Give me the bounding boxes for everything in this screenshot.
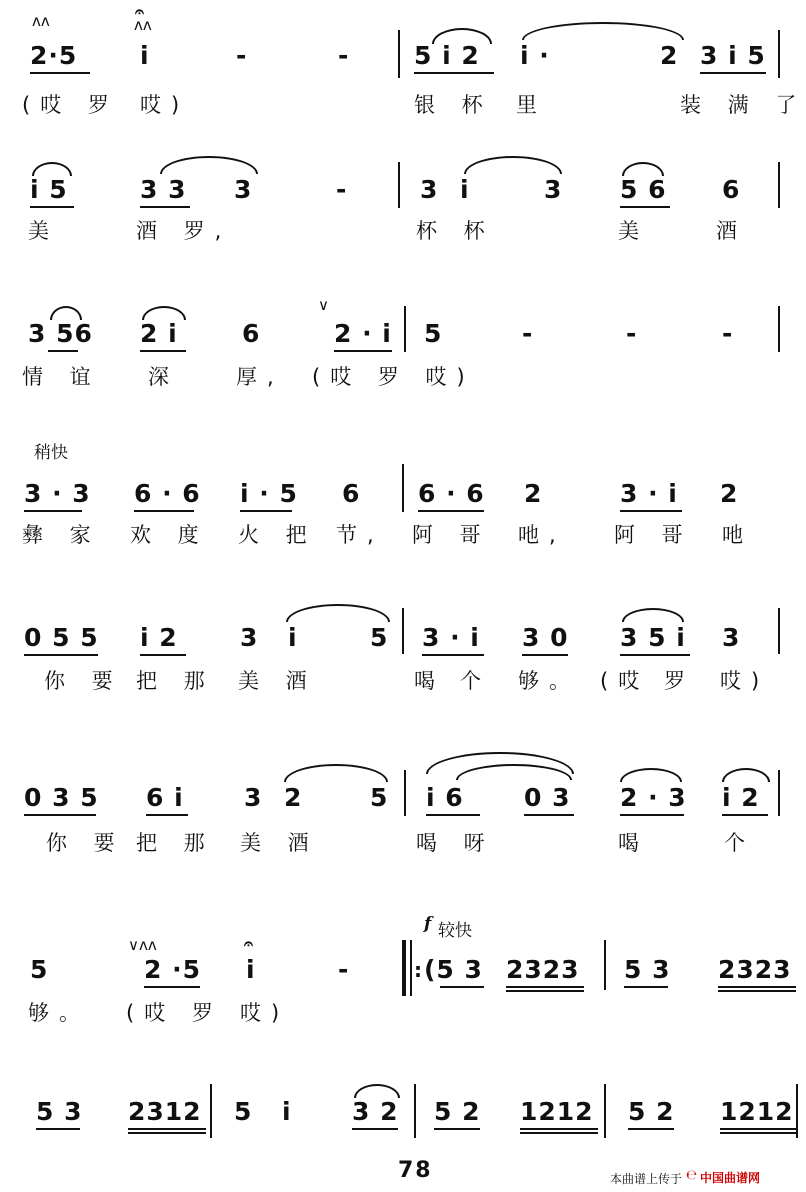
note-group: 3: [234, 175, 253, 204]
note-group: i: [246, 955, 256, 984]
dash: -: [626, 319, 638, 348]
note-group: 3: [544, 175, 563, 204]
note-group: 2323: [506, 955, 580, 984]
fermata-icon: 𝄐: [135, 2, 144, 21]
lyric: 装 满 了: [680, 93, 806, 117]
breath-mark: ∨: [318, 296, 329, 314]
underline: [700, 72, 766, 74]
notes-row: [0, 1098, 806, 1138]
slur: [620, 768, 682, 782]
lyric: 够。: [518, 669, 580, 693]
note-group: 5 6: [620, 175, 667, 204]
tempo-marking: 较快: [438, 921, 472, 941]
lyric: 美: [618, 219, 649, 243]
lyric: 欢 度: [130, 523, 209, 547]
underline: [506, 986, 584, 988]
note-group: i: [460, 175, 470, 204]
note-group: 6: [342, 479, 361, 508]
dynamic-marking: f: [424, 914, 432, 934]
note-group: 6 i: [146, 783, 184, 812]
underline: [240, 510, 292, 512]
lyric: 够。: [28, 1001, 90, 1025]
lyric: 银 杯: [414, 93, 493, 117]
slur: [522, 22, 684, 40]
note-group: 2: [284, 783, 303, 812]
note-group: 6: [722, 175, 741, 204]
note-group: 3 3: [140, 175, 187, 204]
note-group: 3: [240, 623, 259, 652]
note-group: 5 2: [628, 1097, 675, 1126]
note-group: 2 ·5: [144, 955, 201, 984]
lyric: 厚,: [236, 365, 284, 389]
underline: [24, 814, 96, 816]
lyric: 哎): [240, 1001, 290, 1025]
slur: [464, 156, 562, 174]
bar-line: [778, 770, 780, 816]
note-group: 3: [722, 623, 741, 652]
note-group: 2: [524, 479, 543, 508]
bar-line: [778, 306, 780, 352]
underline: [36, 1128, 80, 1130]
lyrics-row: [0, 364, 806, 398]
note-group: 2·5: [30, 41, 78, 70]
lyric: (哎 罗: [126, 1001, 223, 1025]
note-group: 3: [244, 783, 263, 812]
repeat-dots: :: [414, 958, 423, 982]
underline: [140, 350, 186, 352]
lyric: 哎): [140, 93, 190, 117]
underline: [434, 1128, 480, 1130]
underline: [524, 814, 574, 816]
notes-row: [0, 176, 806, 216]
note-group: 6 · 6: [418, 479, 485, 508]
note-group: 0 3: [524, 783, 571, 812]
lyrics-row: [0, 218, 806, 252]
note-group: 6: [242, 319, 261, 348]
note-group: 2 · 3: [620, 783, 687, 812]
note-group: 5 3: [624, 955, 671, 984]
bar-line: [414, 1084, 416, 1138]
note-group: i: [288, 623, 298, 652]
lyric: 罗: [664, 669, 695, 693]
bar-line: [604, 1084, 606, 1138]
lyric: 酒 罗,: [136, 219, 232, 243]
underline: [144, 986, 200, 988]
note-group: 1212: [720, 1097, 794, 1126]
slur: [286, 604, 390, 622]
underline: [722, 814, 768, 816]
breath-mark: ᴧᴧ: [134, 16, 152, 34]
bar-line: [398, 30, 400, 78]
underline: [522, 654, 568, 656]
slur: [32, 162, 72, 176]
note-group: 2 i: [140, 319, 178, 348]
lyric: 火 把: [238, 523, 317, 547]
underline: [718, 990, 796, 992]
note-group: 5: [370, 783, 389, 812]
page-number: 78: [398, 1158, 433, 1183]
underline: [520, 1132, 598, 1134]
lyric: 阿 哥: [614, 523, 693, 547]
tempo-marking: 稍快: [34, 443, 68, 463]
note-group: 2: [660, 41, 679, 70]
note-group: 2312: [128, 1097, 202, 1126]
dash: -: [522, 319, 534, 348]
underline: [620, 814, 684, 816]
underline: [620, 510, 682, 512]
lyric: 里: [516, 93, 547, 117]
notes-row: [0, 42, 806, 82]
note-group: i: [282, 1097, 292, 1126]
lyric: 情 谊: [22, 365, 101, 389]
lyric: 阿 哥: [412, 523, 491, 547]
underline: [146, 814, 188, 816]
lyric: (哎: [600, 669, 650, 693]
breath-mark: ∨ᴧᴧ: [128, 936, 157, 954]
slur: [722, 768, 770, 782]
notes-row: [0, 320, 806, 360]
lyric: 个: [460, 669, 491, 693]
note-group: 5: [424, 319, 443, 348]
lyric: 个: [724, 831, 755, 855]
lyric: (哎 罗 哎): [312, 365, 475, 389]
lyric: 彝 家: [22, 523, 101, 547]
note-group: 6 · 6: [134, 479, 201, 508]
note-group: i 2: [722, 783, 760, 812]
lyrics-row: [0, 668, 806, 702]
dash: -: [338, 955, 350, 984]
note-group: i: [140, 41, 150, 70]
logo-icon: ℮: [686, 1168, 698, 1183]
underline: [134, 510, 194, 512]
bar-line: [404, 306, 406, 352]
underline: [30, 206, 74, 208]
note-group: 0 5 5: [24, 623, 99, 652]
underline: [140, 654, 186, 656]
lyric: 美 酒: [240, 831, 319, 855]
lyric: 深: [148, 365, 179, 389]
underline: [334, 350, 392, 352]
bar-line: [404, 770, 406, 816]
underline: [620, 206, 670, 208]
note-group: (5 3: [424, 955, 483, 984]
note-group: 3 · i: [620, 479, 678, 508]
underline: [624, 986, 668, 988]
note-group: i · 5: [240, 479, 298, 508]
bar-line: [398, 162, 400, 208]
note-group: 3 56: [28, 319, 93, 348]
note-group: 5 i 2: [414, 41, 480, 70]
lyric: 美: [28, 219, 59, 243]
lyric: 吔,: [518, 523, 566, 547]
breath-mark: ᴧᴧ: [32, 12, 50, 30]
lyric: 把 那: [136, 831, 215, 855]
lyric: 把 那: [136, 669, 215, 693]
source-site: 中国曲谱网: [700, 1171, 761, 1185]
lyric: 美 酒: [238, 669, 317, 693]
underline: [414, 72, 494, 74]
note-group: 5 3: [36, 1097, 83, 1126]
dash: -: [336, 175, 348, 204]
note-group: 2323: [718, 955, 792, 984]
underline: [128, 1132, 206, 1134]
lyric: 喝 呀: [416, 831, 495, 855]
underline: [352, 1128, 398, 1130]
underline: [30, 72, 90, 74]
note-group: 2 · i: [334, 319, 392, 348]
source-text: 本曲谱上传于: [610, 1172, 683, 1186]
note-group: 3 · i: [422, 623, 480, 652]
slur: [622, 162, 664, 176]
underline: [422, 654, 484, 656]
slur: [142, 306, 186, 320]
underline: [628, 1128, 674, 1130]
underline: [24, 510, 82, 512]
underline: [718, 986, 796, 988]
slur: [622, 608, 684, 622]
lyric: 杯 杯: [416, 219, 495, 243]
lyrics-row: [0, 1000, 806, 1034]
fermata-icon: 𝄐: [244, 934, 253, 953]
lyric: 你 要: [46, 831, 125, 855]
bar-line: [796, 1084, 798, 1138]
lyric: 喝: [618, 831, 649, 855]
underline: [418, 510, 484, 512]
note-group: 2: [720, 479, 739, 508]
note-group: 3: [420, 175, 439, 204]
lyric: 喝: [414, 669, 445, 693]
lyric: 节,: [336, 523, 384, 547]
note-group: i 5: [30, 175, 68, 204]
underline: [620, 654, 690, 656]
note-group: i 6: [426, 783, 464, 812]
note-group: 1212: [520, 1097, 594, 1126]
bar-line: [210, 1084, 212, 1138]
dash: -: [236, 41, 248, 70]
slur: [284, 764, 388, 782]
note-group: 0 3 5: [24, 783, 99, 812]
underline: [520, 1128, 598, 1130]
bar-line: [604, 940, 606, 990]
underline: [506, 990, 584, 992]
underline: [720, 1132, 798, 1134]
bar-line: [778, 608, 780, 654]
slur: [432, 28, 492, 44]
lyric: (哎 罗: [22, 93, 119, 117]
lyrics-row: [0, 830, 806, 864]
bar-line: [402, 608, 404, 654]
underline: [720, 1128, 798, 1130]
repeat-bar: [402, 940, 406, 996]
notes-row: [0, 784, 806, 824]
underline: [426, 814, 480, 816]
bar-line: [778, 162, 780, 208]
note-group: 3 i 5: [700, 41, 766, 70]
note-group: i 2: [140, 623, 178, 652]
lyric: 你 要: [44, 669, 123, 693]
note-group: 5 2: [434, 1097, 481, 1126]
bar-line: [778, 30, 780, 78]
slur: [160, 156, 258, 174]
bar-line: [402, 464, 404, 512]
note-group: 5: [30, 955, 49, 984]
note-group: i ·: [520, 41, 550, 70]
underline: [48, 350, 78, 352]
underline: [24, 654, 98, 656]
underline: [140, 206, 190, 208]
dash: -: [722, 319, 734, 348]
dash: -: [338, 41, 350, 70]
note-group: 3 5 i: [620, 623, 686, 652]
lyric: 哎): [720, 669, 770, 693]
lyric: 酒: [716, 219, 747, 243]
note-group: 3 · 3: [24, 479, 91, 508]
lyrics-row: [0, 522, 806, 556]
slur: [354, 1084, 400, 1098]
underline: [128, 1128, 206, 1130]
note-group: 5: [370, 623, 389, 652]
slur: [50, 306, 82, 320]
lyric: 吔: [722, 523, 753, 547]
note-group: 5: [234, 1097, 253, 1126]
note-group: 3 0: [522, 623, 569, 652]
note-group: 3 2: [352, 1097, 399, 1126]
lyrics-row: [0, 92, 806, 126]
underline: [440, 986, 484, 988]
repeat-bar-thin: [410, 940, 412, 996]
